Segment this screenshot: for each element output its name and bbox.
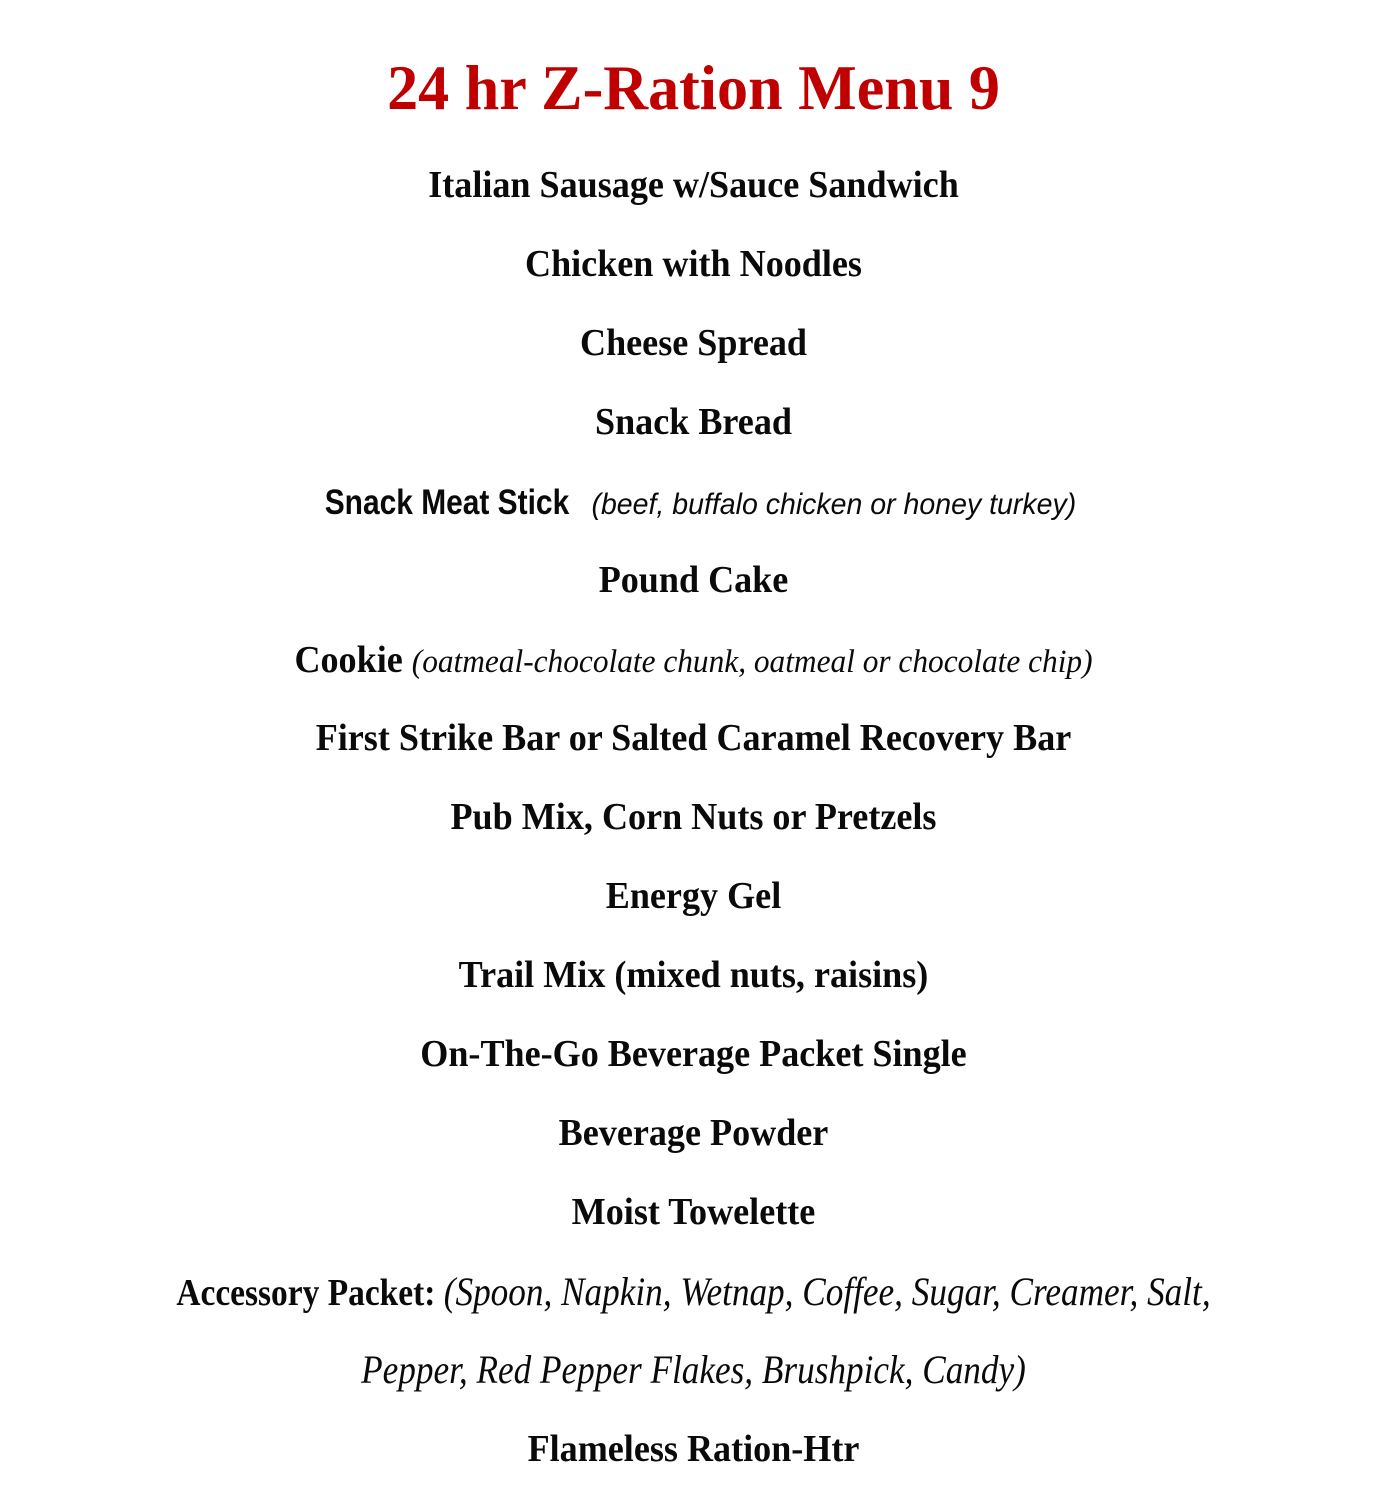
menu-item: Cheese Spread <box>580 322 807 364</box>
menu-item: Italian Sausage w/Sauce Sandwich <box>428 164 959 206</box>
menu-item-options: (beef, buffalo chicken or honey turkey) <box>591 488 1077 521</box>
menu-item: Pub Mix, Corn Nuts or Pretzels <box>450 796 937 838</box>
menu-item: Beverage Powder <box>558 1112 829 1154</box>
menu-item: Flameless Ration-Htr <box>527 1428 860 1470</box>
menu-item: Snack Bread <box>595 401 792 443</box>
menu-item-name: Accessory Packet: <box>176 1272 436 1314</box>
page-title: 24 hr Z-Ration Menu 9 <box>387 52 1000 123</box>
menu-item: Chicken with Noodles <box>525 243 862 285</box>
menu-item: Energy Gel <box>605 875 782 917</box>
menu-item: Pound Cake <box>598 559 789 601</box>
menu-item <box>35 483 1353 521</box>
menu-item: Moist Towelette <box>571 1191 816 1233</box>
menu-item: On-The-Go Beverage Packet Single <box>420 1033 967 1075</box>
menu-item-name: Cookie <box>294 639 403 681</box>
menu-item-options: Pepper, Red Pepper Flakes, Brushpick, Candy) <box>361 1347 1026 1392</box>
menu-item-options: (Spoon, Napkin, Wetnap, Coffee, Sugar, Creamer, Salt, <box>443 1269 1211 1314</box>
menu-item-options: (oatmeal-chocolate chunk, oatmeal or chocolate chip) <box>411 644 1093 680</box>
menu-item: Trail Mix (mixed nuts, raisins) <box>458 954 929 996</box>
menu-item <box>35 641 1353 679</box>
menu-item <box>83 1269 1304 1314</box>
menu-item: First Strike Bar or Salted Caramel Recovery Bar <box>315 717 1072 759</box>
menu-item-name: Snack Meat Stick <box>324 483 569 522</box>
menu-item-continuation <box>83 1347 1304 1392</box>
